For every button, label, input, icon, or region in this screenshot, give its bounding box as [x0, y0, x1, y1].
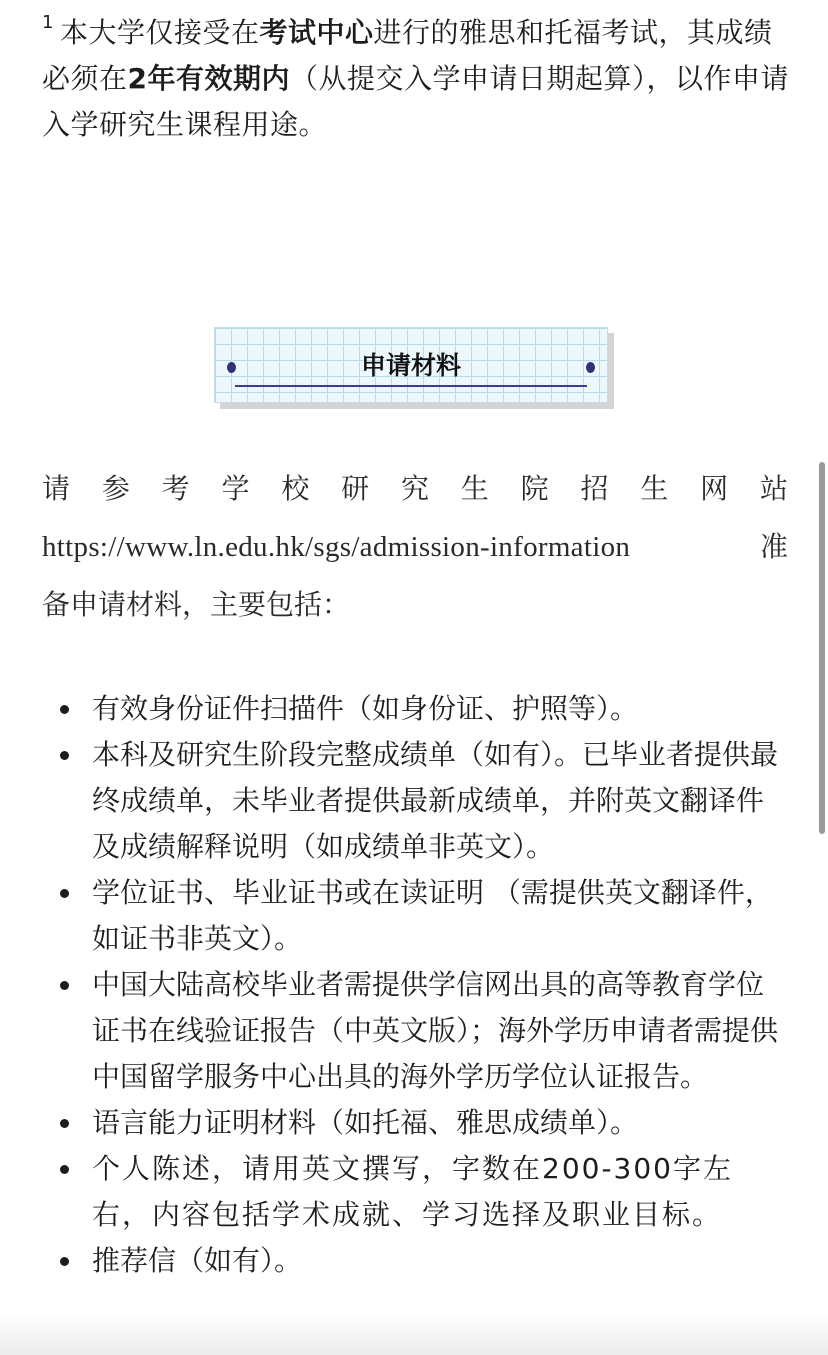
list-item: [42, 1238, 788, 1284]
intro-char: 考: [161, 472, 190, 505]
list-item: [42, 732, 788, 870]
bullet-icon: [60, 1119, 69, 1128]
footnote-text-b: 进行的雅思和托福考试，其成绩必须在: [42, 16, 773, 95]
intro-char: 院: [520, 472, 549, 505]
list-item: [42, 1100, 788, 1146]
intro-line-1: [42, 460, 788, 518]
bullet-icon: [60, 705, 69, 714]
list-item-text: 本科及研究生阶段完整成绩单（如有）。已毕业者提供最终成绩单，未毕业者提供最新成绩单，并附英文翻译件及成绩解释说明（如成绩单非英文）。: [92, 738, 779, 863]
bullet-icon: [60, 889, 69, 898]
intro-char: 生: [460, 472, 489, 505]
bullet-icon: [60, 1165, 69, 1174]
admission-url-link[interactable]: https://www.ln.edu.hk/sgs/admission-information: [42, 531, 631, 563]
list-item-text: 语言能力证明材料（如托福、雅思成绩单）。: [92, 1106, 639, 1139]
intro-char: 参: [101, 472, 130, 505]
section-banner: [214, 327, 608, 403]
footnote-paragraph: [42, 10, 790, 148]
list-item-text: 个人陈述，请用英文撰写，字数在200-300字左右，内容包括学术成就、学习选择及职业目标。: [92, 1152, 733, 1231]
list-item-text: 推荐信（如有）。: [92, 1244, 303, 1277]
intro-char: 招: [580, 472, 609, 505]
intro-line-2: [42, 518, 788, 576]
list-item: [42, 1146, 788, 1238]
intro-char: 站: [759, 472, 788, 505]
footnote-marker: 1: [42, 12, 54, 33]
bullet-icon: [60, 751, 69, 760]
section-title: 申请材料: [360, 351, 461, 380]
vertical-scrollbar[interactable]: [819, 462, 825, 834]
intro-paragraph: [42, 460, 788, 634]
intro-char: 网: [700, 472, 729, 505]
intro-char: 生: [640, 472, 669, 505]
footnote-bold-exam-center: 考试中心: [259, 16, 374, 49]
footnote-text-c: （从提交入学申请日期起算），以作申请入学研究生课程用途。: [42, 62, 790, 141]
list-item-text: 有效身份证件扫描件（如身份证、护照等）。: [92, 692, 639, 725]
intro-line-3: 备申请材料，主要包括：: [42, 588, 351, 621]
intro-char: 请: [42, 472, 71, 505]
intro-char: 研: [341, 472, 370, 505]
list-item: [42, 686, 788, 732]
materials-list: [42, 686, 788, 1284]
intro-char: 学: [221, 472, 250, 505]
list-item: [42, 870, 788, 962]
banner-underline: [235, 385, 587, 387]
intro-char: 校: [281, 472, 310, 505]
list-item: [42, 962, 788, 1100]
bullet-icon: [60, 981, 69, 990]
footnote-bold-validity: 2年有效期内: [127, 62, 290, 95]
bullet-icon: [60, 1257, 69, 1266]
footnote-text-a: 本大学仅接受在: [59, 16, 260, 49]
intro-char: 究: [400, 472, 429, 505]
bottom-fade: [0, 1315, 828, 1355]
list-item-text: 学位证书、毕业证书或在读证明 （需提供英文翻译件，如证书非英文）。: [92, 876, 773, 955]
list-item-text: 中国大陆高校毕业者需提供学信网出具的高等教育学位证书在线验证报告（中英文版）；海外学历申请者需提供中国留学服务中心出具的海外学历学位认证报告。: [92, 968, 779, 1093]
intro-url-suffix: 准: [759, 530, 788, 563]
